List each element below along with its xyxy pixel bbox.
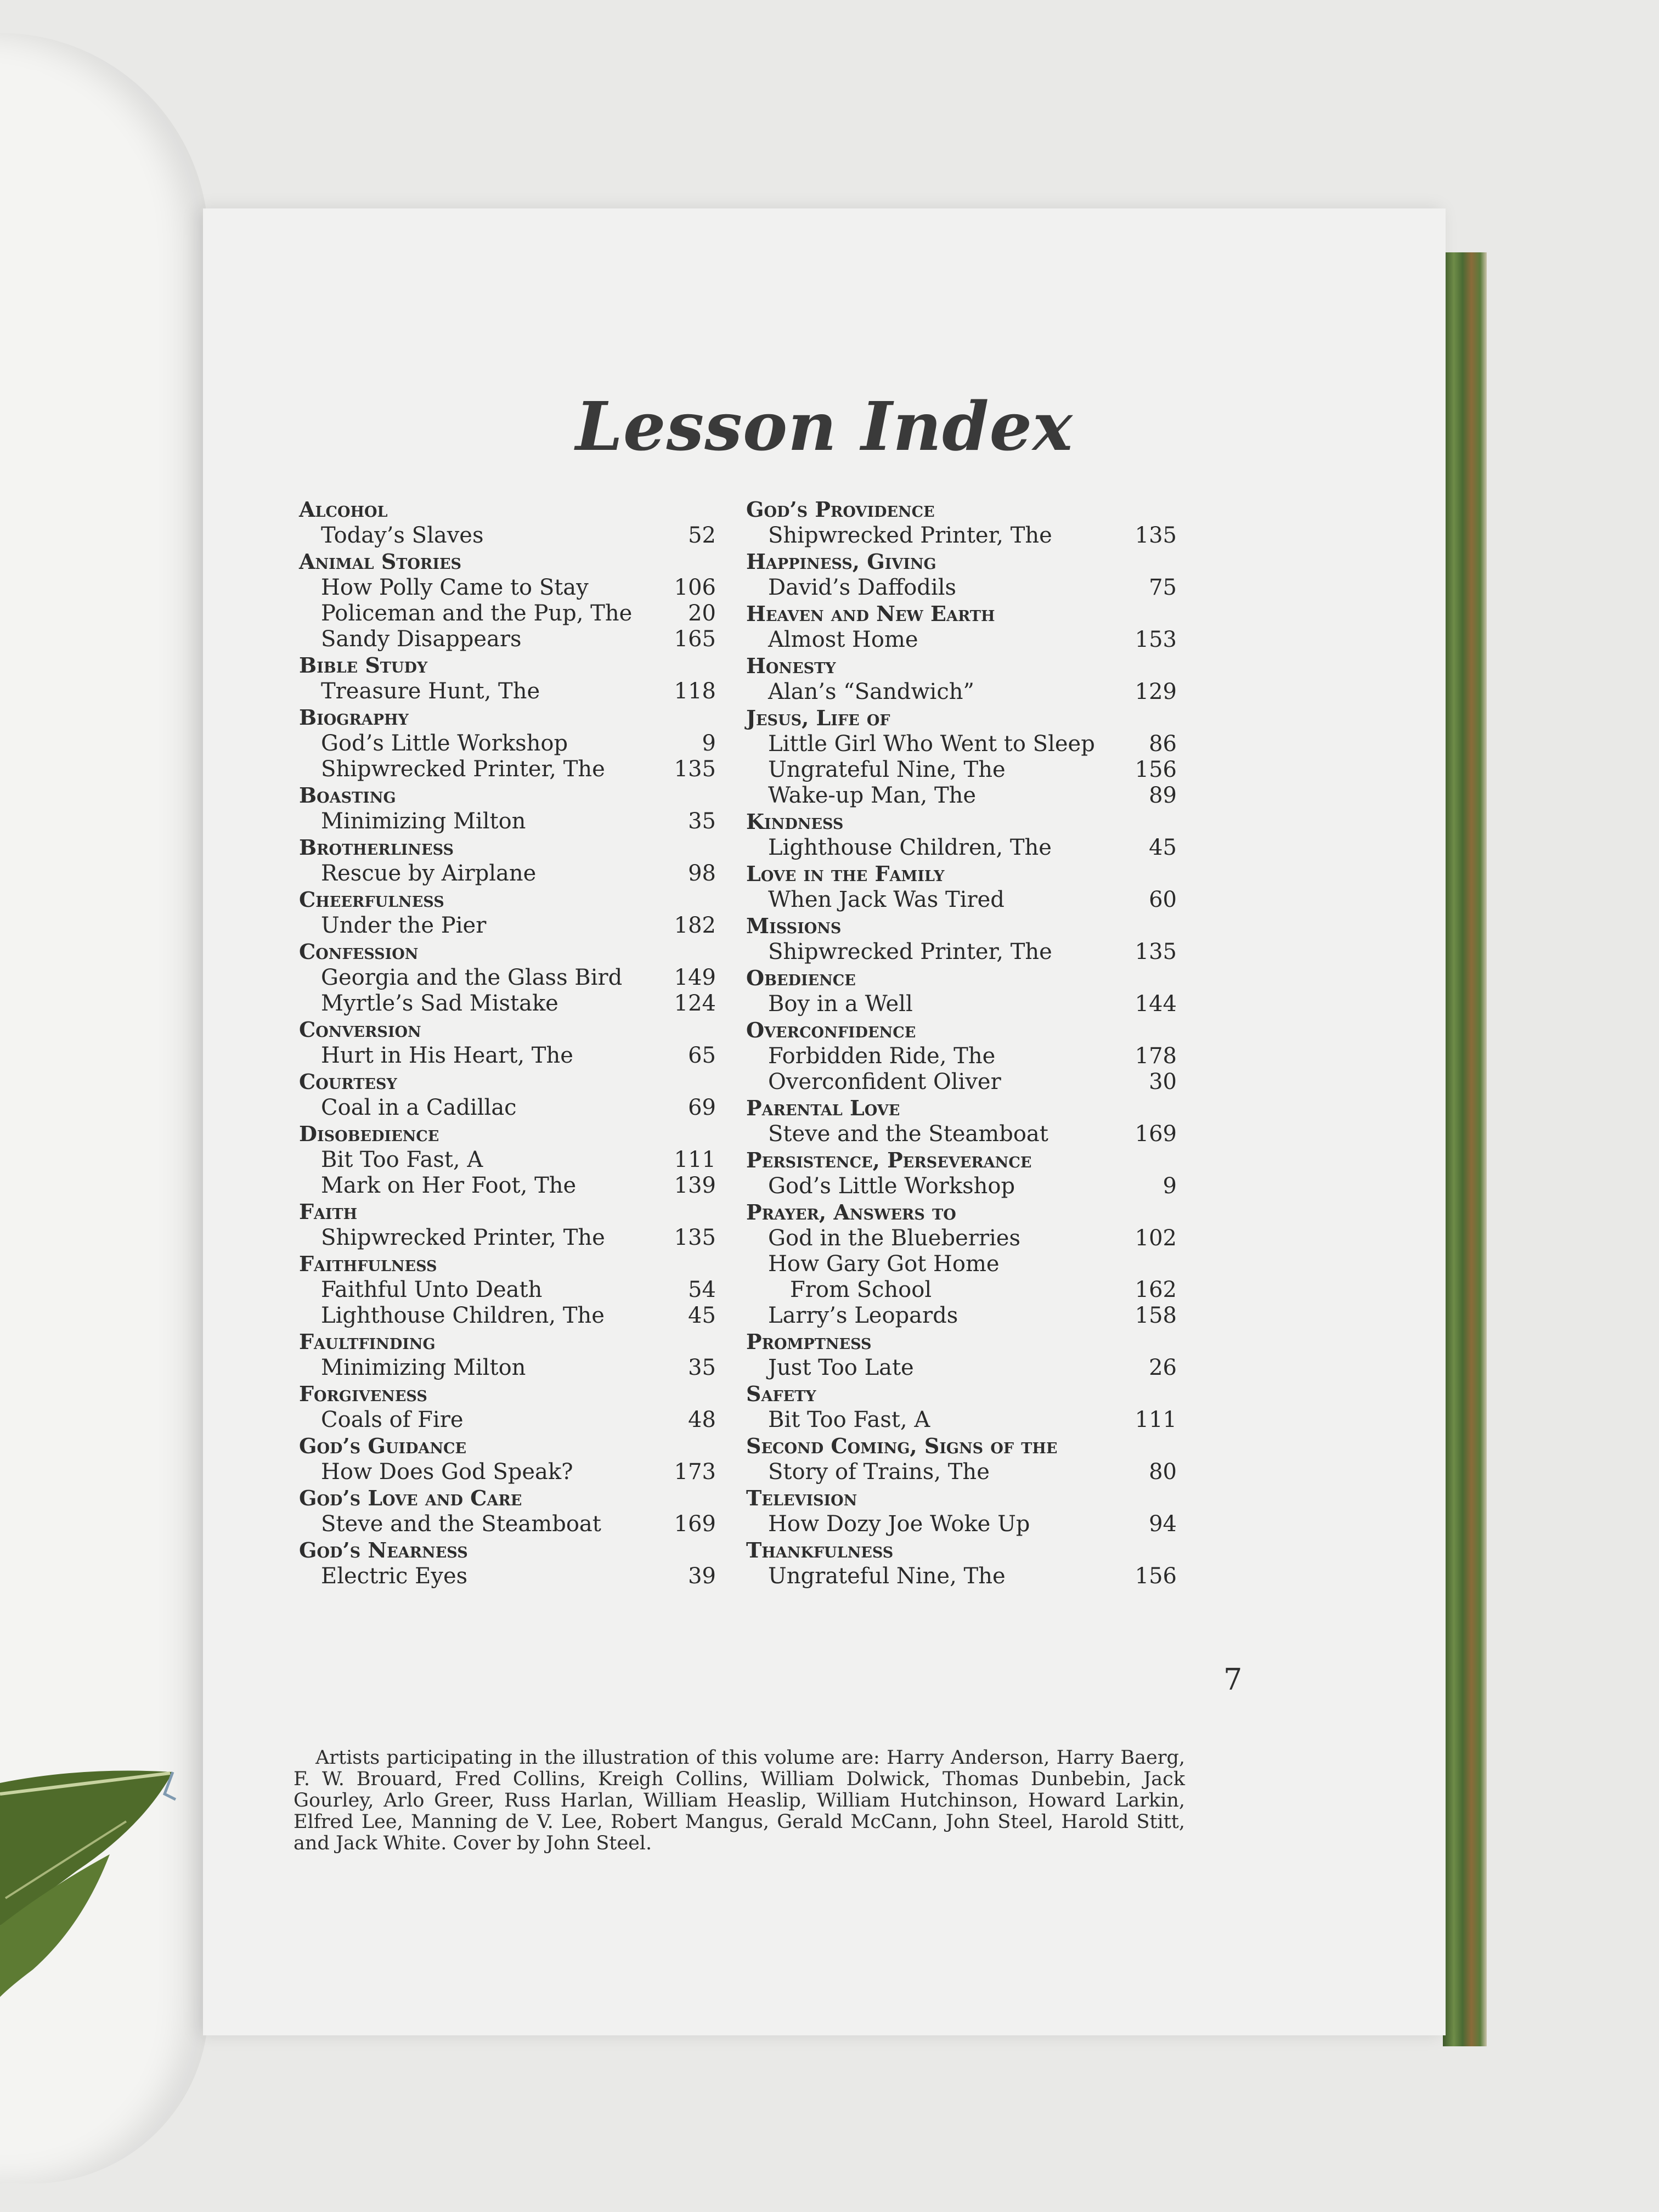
entry-page: 149 [674,965,716,990]
index-entry [746,939,1177,965]
index-entry [299,1225,716,1251]
index-entry [746,757,1177,783]
entry-page: 65 [688,1043,716,1068]
page-title: Lesson Index [575,387,1073,466]
entry-title: Alan’s “Sandwich” [768,679,974,704]
index-topic: Faith [299,1199,358,1224]
index-entry [299,1147,716,1173]
index-topic: Safety [746,1381,816,1406]
index-entry [746,731,1177,757]
entry-title: How Gary Got Home [768,1251,1000,1277]
entry-title: Mark on Her Foot, The [321,1173,577,1198]
entry-page: 165 [674,627,716,652]
index-entry [746,1121,1177,1147]
entry-page: 89 [1149,783,1177,808]
index-entry [299,1407,716,1433]
index-entry [746,1277,1177,1303]
index-entry [299,627,716,652]
index-entry [746,783,1177,809]
entry-page: 135 [1135,939,1177,964]
index-topic: Obedience [746,966,856,990]
index-entry [746,887,1177,913]
entry-page: 144 [1135,991,1177,1017]
entry-page: 135 [674,757,716,782]
index-entry [299,1511,716,1537]
entry-page: 139 [674,1173,716,1198]
index-entry [299,679,716,704]
entry-page: 162 [1135,1277,1177,1302]
index-topic: Faithfulness [299,1251,437,1276]
entry-page: 86 [1149,731,1177,757]
index-topic: Conversion [299,1017,421,1042]
entry-title: How Does God Speak? [321,1459,573,1485]
entry-page: 173 [674,1459,716,1485]
entry-title: Electric Eyes [321,1564,468,1589]
entry-title: Today’s Slaves [321,523,484,548]
index-entry [746,1069,1177,1095]
index-column-left [299,496,716,1589]
entry-page: 35 [688,809,716,834]
entry-title: Coal in a Cadillac [321,1095,517,1120]
entry-title: Rescue by Airplane [321,861,537,886]
index-entry [299,1355,716,1381]
entry-page: 98 [688,861,716,886]
entry-page: 102 [1135,1226,1177,1251]
entry-title: Steve and the Steamboat [321,1511,601,1537]
entry-page: 26 [1149,1355,1177,1380]
entry-title: Bit Too Fast, A [321,1147,483,1172]
entry-page: 111 [1135,1407,1177,1432]
entry-title: Overconfident Oliver [768,1069,1001,1094]
index-topic: Persistence, Perseverance [746,1148,1032,1172]
index-entry [746,1407,1177,1433]
index-topic: Biography [299,705,409,730]
index-entry [299,991,716,1017]
index-entry [746,991,1177,1017]
index-topic: Honesty [746,653,836,678]
index-topic: Confession [299,939,419,964]
entry-title: Boy in a Well [768,991,913,1017]
index-topic: Missions [746,913,842,938]
entry-page: 169 [674,1511,716,1537]
entry-page: 60 [1149,887,1177,912]
index-topic: Television [746,1486,857,1510]
entry-page: 20 [688,601,716,626]
index-entry [746,1303,1177,1329]
entry-page: 30 [1149,1069,1177,1094]
entry-page: 156 [1135,757,1177,782]
entry-page: 94 [1149,1511,1177,1537]
entry-page: 54 [688,1277,716,1302]
entry-title: Under the Pier [321,913,487,938]
index-entry [299,1459,716,1485]
right-page [203,208,1446,2035]
index-entry [746,1043,1177,1069]
index-entry [299,913,716,939]
entry-page: 9 [1163,1173,1177,1199]
index-topic: Happiness, Giving [746,549,936,574]
index-entry [746,1173,1177,1199]
entry-title: Steve and the Steamboat [768,1121,1048,1147]
index-topic: Kindness [746,809,844,834]
index-column-right [746,496,1177,1589]
entry-title: Bit Too Fast, A [768,1407,930,1432]
index-topic: Jesus, Life of [746,706,890,730]
entry-title: Policeman and the Pup, The [321,601,633,626]
index-topic: Heaven and New Earth [746,601,995,626]
index-topic: Love in the Family [746,861,945,886]
index-entry [299,523,716,549]
index-topic: Parental Love [746,1096,900,1120]
index-topic: Animal Stories [299,549,462,574]
index-entry [299,757,716,782]
entry-title: Larry’s Leopards [768,1303,958,1328]
index-entry [299,575,716,601]
index-topic: God’s Guidance [299,1434,467,1458]
entry-title: Little Girl Who Went to Sleep [768,731,1095,757]
index-topic: Cheerfulness [299,887,444,912]
index-entry [746,835,1177,861]
entry-title: God in the Blueberries [768,1226,1020,1251]
entry-title: Shipwrecked Printer, The [321,757,605,782]
index-entry [299,965,716,991]
book-cover-edge [1443,252,1487,2046]
index-entry [299,1303,716,1329]
entry-page: 111 [674,1147,716,1172]
index-entry [746,627,1177,653]
entry-title: God’s Little Workshop [768,1173,1015,1199]
entry-page: 75 [1149,575,1177,600]
index-topic: God’s Nearness [299,1538,468,1562]
entry-title: Faithful Unto Death [321,1277,543,1302]
entry-page: 45 [688,1303,716,1328]
index-entry [299,1173,716,1199]
entry-page: 182 [674,913,716,938]
entry-page: 158 [1135,1303,1177,1328]
index-entry [299,861,716,887]
entry-title: God’s Little Workshop [321,731,568,756]
index-topic: Overconfidence [746,1018,916,1042]
index-entry [746,1459,1177,1485]
entry-page: 118 [674,679,716,704]
entry-page: 48 [688,1407,716,1432]
index-topic: Boasting [299,783,396,808]
index-entry [299,1095,716,1121]
entry-page: 153 [1135,627,1177,652]
entry-page: 124 [674,991,716,1016]
entry-title: Just Too Late [768,1355,914,1380]
index-topic: Courtesy [299,1069,397,1094]
entry-page: 129 [1135,679,1177,704]
entry-page: 178 [1135,1043,1177,1069]
index-topic: Bible Study [299,653,428,678]
entry-page: 9 [702,731,716,756]
entry-title: Minimizing Milton [321,1355,526,1380]
index-entry [746,523,1177,549]
index-entry [746,679,1177,705]
index-topic: Forgiveness [299,1381,427,1406]
entry-title: Shipwrecked Printer, The [768,523,1052,548]
entry-page: 169 [1135,1121,1177,1147]
entry-title: Shipwrecked Printer, The [768,939,1052,964]
index-topic: Disobedience [299,1121,439,1146]
index-entry [746,1564,1177,1589]
index-entry [299,601,716,627]
entry-title: Myrtle’s Sad Mistake [321,991,558,1016]
entry-title: From School [790,1277,932,1302]
entry-page: 45 [1149,835,1177,860]
entry-page: 106 [674,575,716,600]
index-topic: Promptness [746,1329,872,1354]
entry-title: Hurt in His Heart, The [321,1043,573,1068]
entry-title: Minimizing Milton [321,809,526,834]
entry-page: 39 [688,1564,716,1589]
index-entry [299,809,716,834]
entry-page: 135 [1135,523,1177,548]
index-topic: Prayer, Answers to [746,1200,956,1224]
entry-title: Sandy Disappears [321,627,522,652]
index-entry [299,1277,716,1303]
entry-page: 69 [688,1095,716,1120]
index-entry [746,1226,1177,1251]
artists-credit: Artists participating in the illustration of this volume are: Harry Anderson, Harry Baerg, F. W. Brouard, Fred Collins, Kreigh Collins, William Dolwick, Thomas Dunbebin, Jack Gourley, Arlo Greer, Russ Harlan, William Heaslip, William Hutchinson, Howard Larkin, Elfred Lee, Manning de V. Lee, Robert Mangus, Gerald McCann, John Steel, Harold Stitt, and Jack White. Cover by John Steel. [294,1747,1185,1854]
entry-title: Coals of Fire [321,1407,464,1432]
index-topic: Brotherliness [299,835,454,860]
index-entry [746,1355,1177,1381]
index-topic: God’s Providence [746,497,935,522]
entry-page: 35 [688,1355,716,1380]
leaf-illustration [0,1761,187,2013]
entry-title: Wake-up Man, The [768,783,977,808]
entry-title: Shipwrecked Printer, The [321,1225,605,1250]
index-entry [299,1564,716,1589]
entry-page: 156 [1135,1564,1177,1589]
entry-title: How Polly Came to Stay [321,575,589,600]
index-entry [299,1043,716,1069]
entry-title: Forbidden Ride, The [768,1043,996,1069]
page-number: 7 [1223,1662,1243,1697]
index-topic: Second Coming, Signs of the [746,1434,1058,1458]
index-entry [746,1251,1177,1277]
index-topic: Alcohol [299,497,388,522]
entry-title: Ungrateful Nine, The [768,757,1006,782]
index-topic: God’s Love and Care [299,1486,522,1510]
entry-title: Almost Home [768,627,918,652]
entry-title: Ungrateful Nine, The [768,1564,1006,1589]
index-topic: Faultfinding [299,1329,436,1354]
entry-title: When Jack Was Tired [768,887,1005,912]
entry-page: 135 [674,1225,716,1250]
index-entry [746,1511,1177,1537]
entry-title: Story of Trains, The [768,1459,990,1485]
entry-page: 80 [1149,1459,1177,1485]
entry-page: 52 [688,523,716,548]
index-entry [299,731,716,757]
entry-title: Georgia and the Glass Bird [321,965,623,990]
entry-title: Lighthouse Children, The [321,1303,605,1328]
index-entry [746,575,1177,601]
entry-title: How Dozy Joe Woke Up [768,1511,1030,1537]
entry-title: Treasure Hunt, The [321,679,540,704]
entry-title: David’s Daffodils [768,575,957,600]
entry-title: Lighthouse Children, The [768,835,1052,860]
index-topic: Thankfulness [746,1538,894,1562]
